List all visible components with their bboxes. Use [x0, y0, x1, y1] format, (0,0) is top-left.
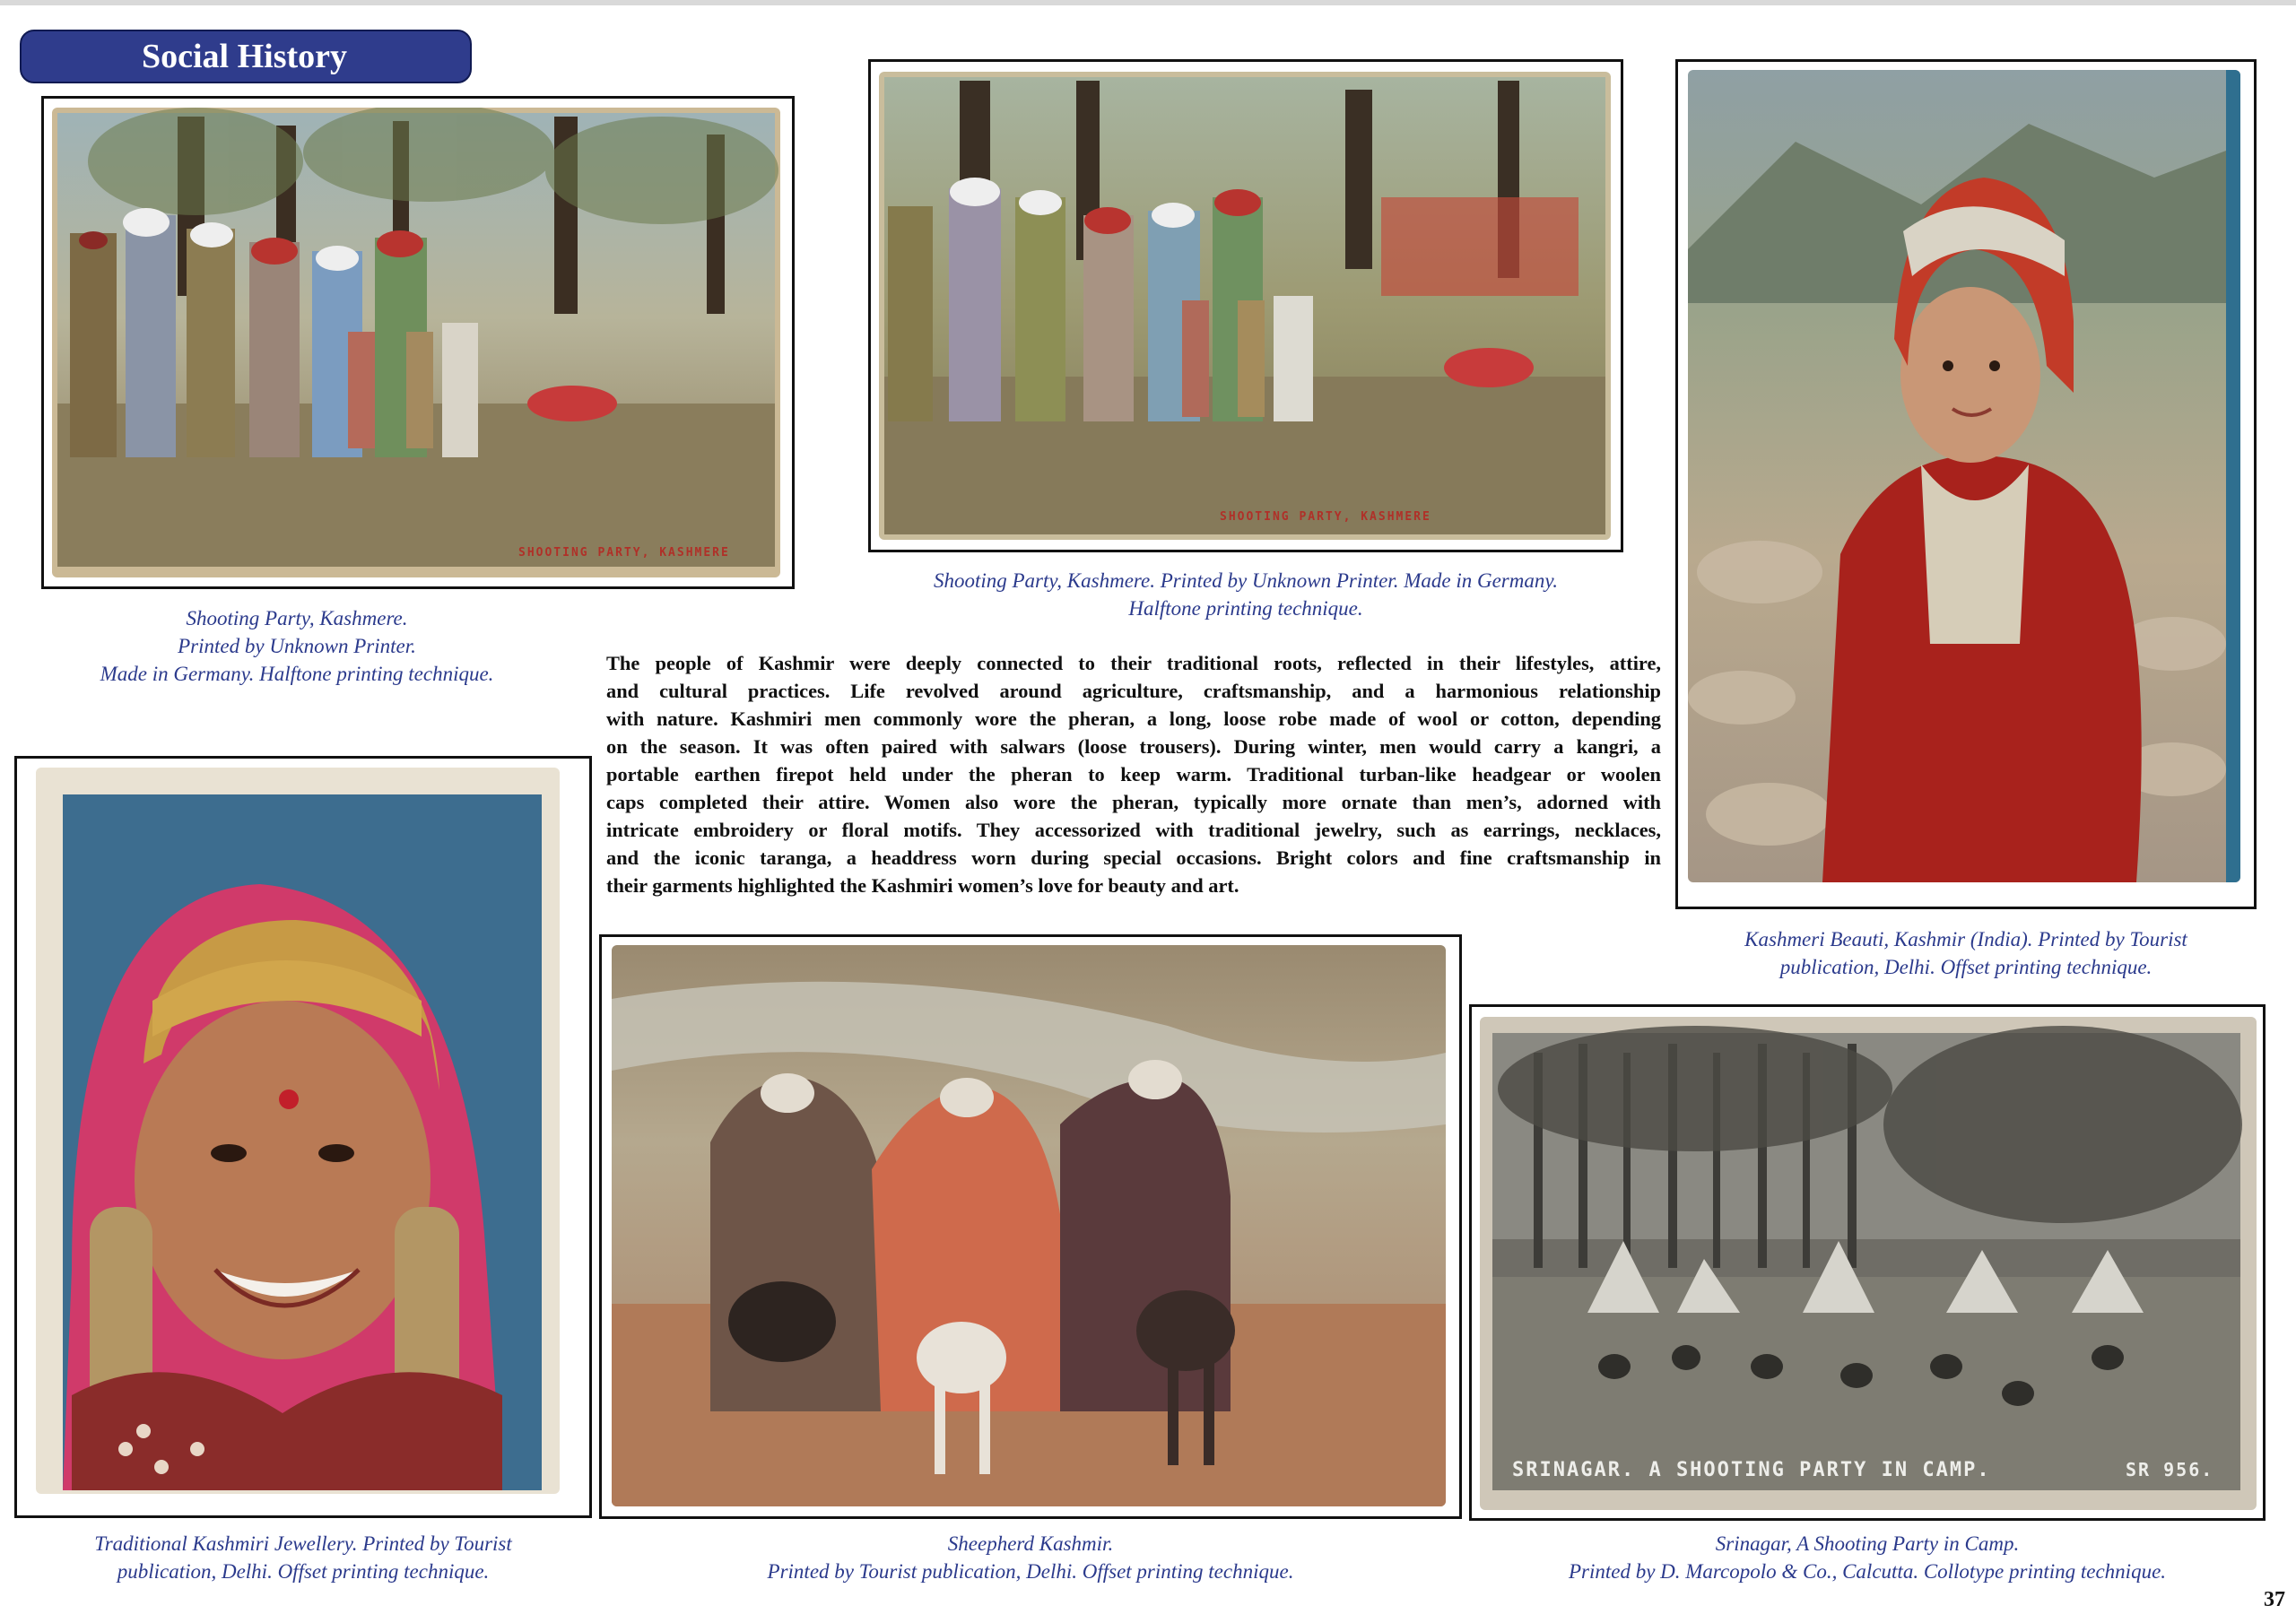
postcard-sheepherd: [612, 945, 1446, 1506]
postcard-stamp-3: SRINAGAR. A SHOOTING PARTY IN CAMP.: [1512, 1459, 1991, 1481]
caption-shooting-party-2: [868, 567, 1623, 622]
caption-kashmeri-beauti: [1675, 925, 2257, 981]
caption-line: Srinagar, A Shooting Party in Camp.: [1715, 1532, 2020, 1555]
caption-line: Kashmeri Beauti, Kashmir (India). Printed by Tourist: [1744, 928, 2187, 950]
postcard-shooting-party-1: [52, 108, 780, 577]
body-line: portable earthen firepot held under the pheran to keep warm. Traditional turban-like headgear or woolen: [606, 763, 1661, 785]
caption-line: Traditional Kashmiri Jewellery. Printed by Tourist: [94, 1532, 512, 1555]
body-paragraph: [606, 649, 1661, 899]
caption-line: Shooting Party, Kashmere.: [186, 607, 408, 629]
page-number: 37: [2264, 1588, 2285, 1611]
body-line: and cultural practices. Life revolved around agriculture, craftsmanship, and a harmonious relationship: [606, 680, 1661, 702]
postcard-code: SR 956.: [2126, 1459, 2214, 1480]
body-line: and the iconic taranga, a headdress worn during special occasions. Bright colors and fine craftsmanship in: [606, 846, 1661, 869]
postcard-stamp-2: SHOOTING PARTY, KASHMERE: [1220, 510, 1431, 524]
caption-sheepherd: [599, 1530, 1462, 1585]
caption-line: Printed by Tourist publication, Delhi. Offset printing technique.: [767, 1560, 1294, 1583]
body-line: The people of Kashmir were deeply connected to their traditional roots, reflected in their lifestyles, attire,: [606, 652, 1661, 674]
caption-srinagar-camp: [1469, 1530, 2266, 1585]
postcard-shooting-party-2: [879, 72, 1611, 540]
caption-line: publication, Delhi. Offset printing technique.: [117, 1560, 490, 1583]
caption-line: Sheepherd Kashmir.: [947, 1532, 1114, 1555]
caption-line: publication, Delhi. Offset printing technique.: [1779, 956, 2152, 978]
body-line: caps completed their attire. Women also wore the pheran, typically more ornate than men’s, adorned with: [606, 791, 1661, 813]
body-line: with nature. Kashmiri men commonly wore the pheran, a long, loose robe made of wool or cotton, depending: [606, 707, 1661, 730]
caption-line: Shooting Party, Kashmere. Printed by Unknown Printer. Made in Germany.: [933, 569, 1559, 592]
caption-line: Printed by Unknown Printer.: [178, 635, 416, 657]
postcard-jewellery: [36, 768, 560, 1494]
section-title: Social History: [142, 38, 348, 75]
postcard-kashmeri-beauti: [1688, 70, 2240, 882]
caption-line: Made in Germany. Halftone printing technique.: [100, 663, 494, 685]
caption-line: Printed by D. Marcopolo & Co., Calcutta. Collotype printing technique.: [1568, 1560, 2167, 1583]
section-title-badge: [20, 30, 472, 83]
postcard-srinagar-camp: [1480, 1017, 2257, 1510]
top-rule: [0, 0, 2296, 5]
caption-jewellery: [14, 1530, 592, 1585]
body-line: intricate embroidery or floral motifs. They accessorized with traditional jewelry, such as earrings, necklaces,: [606, 819, 1661, 841]
caption-shooting-party-1: [41, 604, 552, 688]
body-line: on the season. It was often paired with salwars (loose trousers). During winter, men would carry a kangri, a: [606, 735, 1661, 758]
caption-line: Halftone printing technique.: [1128, 597, 1363, 620]
postcard-stamp-1: SHOOTING PARTY, KASHMERE: [518, 546, 730, 560]
body-line: their garments highlighted the Kashmiri women’s love for beauty and art.: [606, 874, 1239, 897]
